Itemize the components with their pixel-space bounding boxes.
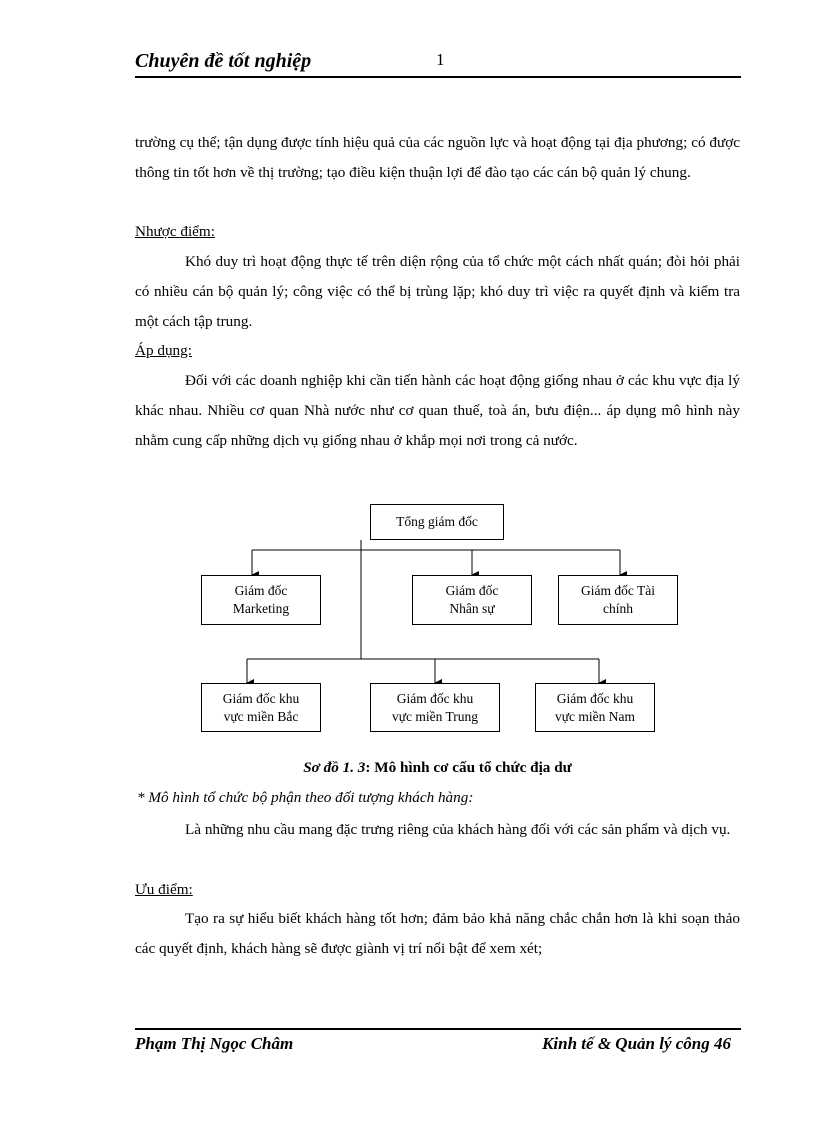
paragraph-1: trường cụ thể; tận dụng được tính hiệu quả của các nguồn lực và hoạt động tại địa phương; có được thông tin tốt hơn về thị trường; tạo điều kiện thuận lợi để đào tạo các cán bộ quản lý chung. [135,134,740,181]
box-ceo: Tổng giám đốc [370,504,504,540]
org-chart [190,500,690,740]
footer-class: Kinh tế & Quản lý công 46 [542,1034,731,1053]
box-south-director: Giám đốc khu vực miền Nam [535,683,655,732]
paragraph-2: Khó duy trì hoạt động thực tế trên diện rộng của tổ chức một cách nhất quán; đòi hỏi phải có nhiều cán bộ quản lý; công việc có thể bị trùng lặp; khó duy trì việc ra quyết định và kiểm tra một cách tập trung. [135,253,740,330]
box-north-director: Giám đốc khu vực miền Bắc [201,683,321,732]
caption-label: Sơ đồ 1. 3 [303,759,366,776]
page-number: 1 [436,50,445,69]
box-hr-director: Giám đốc Nhân sự [412,575,532,625]
header-title: Chuyên đề tốt nghiệp [135,50,312,72]
section-subheading: * Mô hình tổ chức bộ phận theo đối tượng khách hàng: [137,789,474,806]
advantages-heading: Ưu điểm: [135,881,193,898]
paragraph-5: Tạo ra sự hiểu biết khách hàng tốt hơn; đảm bảo khả năng chắc chắn hơn là khi soạn thảo các quyết định, khách hàng sẽ được giành vị trí nổi bật để xem xét; [135,910,740,957]
footer-author: Phạm Thị Ngọc Châm [135,1034,294,1053]
box-central-director: Giám đốc khu vực miền Trung [370,683,500,732]
page-footer [135,1028,741,1060]
paragraph-3: Đối với các doanh nghiệp khi cần tiến hành các hoạt động giống nhau ở các khu vực địa lý khác nhau. Nhiều cơ quan Nhà nước như cơ quan thuế, toà án, bưu điện... áp dụng mô hình này nhằm cung cấp những dịch vụ giống nhau ở khắp mọi nơi trong cả nước. [135,372,740,449]
box-marketing-director: Giám đốc Marketing [201,575,321,625]
diagram-caption [135,759,740,777]
paragraph-4: Là những nhu cầu mang đặc trưng riêng của khách hàng đối với các sản phẩm và dịch vụ. [185,821,731,838]
box-finance-director: Giám đốc Tài chính [558,575,678,625]
page-header [135,48,741,78]
caption-text: : Mô hình cơ cấu tổ chức địa dư [365,759,572,776]
application-heading: Áp dụng: [135,342,192,359]
disadvantages-heading: Nhược điểm: [135,223,215,240]
